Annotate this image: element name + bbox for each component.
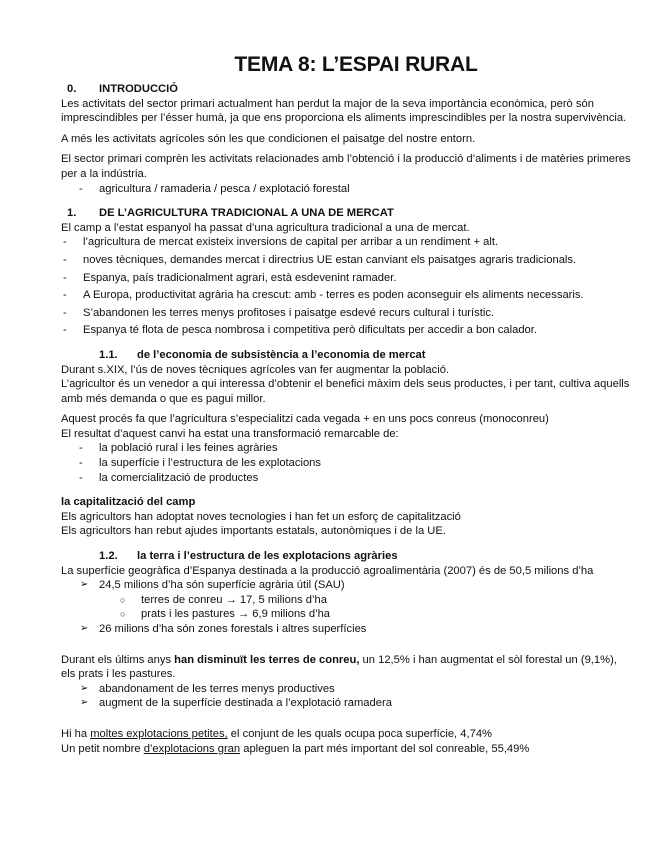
paragraph: La superfície geogràfica d’Espanya destinada a la producció agroalimentària (2007) és de 50,5 milions d’ha (61, 564, 594, 577)
text-run-bold: han disminuït les terres de conreu, (174, 653, 360, 666)
section-number: 0. (67, 83, 77, 95)
paragraph (61, 727, 631, 742)
list-item: - agricultura / ramaderia / pesca / explotació forestal (61, 182, 631, 197)
arrow-list (61, 578, 631, 636)
paragraph: L’agricultor és un venedor a qui interessa d’obtenir el benefici màxim dels seus productes, i per tant, cultiva aquells amb més demanda o que es pagui millor. (61, 378, 630, 405)
list-item: - la comercialització de productes (61, 471, 631, 486)
section-title: de l’economia de subsistència a l’economia de mercat (137, 348, 426, 361)
list-item: - Espanya, país tradicionalment agrari, està esdevenint ramader. (61, 271, 631, 286)
section-title: INTRODUCCIÓ (99, 83, 178, 95)
list-item: - l’agricultura de mercat existeix inversions de capital per arribar a un rendiment + alt. (61, 235, 631, 250)
list-item: - S’abandonen les terres menys profitoses i paisatge esdevé recurs cultural i turístic. (61, 306, 631, 321)
list-item (61, 696, 631, 711)
text-run-underlined: d’explotacions gran (143, 742, 241, 755)
list-item: - la població rural i les feines agràries (61, 441, 631, 456)
list-item (61, 607, 631, 622)
circle-bullet-icon: ○ (120, 594, 126, 605)
document-page (61, 52, 631, 756)
section-number: 1.2. (99, 550, 118, 563)
circle-list (61, 593, 631, 622)
list-item: - noves tècniques, demandes mercat i directrius UE estan canviant els paisatges agraris tradicionals. (61, 253, 631, 268)
section-title: la terra i l’estructura de les explotacions agràries (137, 550, 398, 563)
dash-list (61, 441, 631, 485)
list-item-text: prats i les pastures → 6,9 milions d’ha (141, 608, 331, 621)
arrow-bullet-icon: ➢ (80, 623, 89, 634)
text-run: Hi ha (61, 727, 91, 740)
section-1-1-heading (61, 348, 631, 363)
text-run: Durant els últims anys (61, 653, 175, 666)
paragraph: A més les activitats agrícoles són les que condicionen el paisatge del nostre entorn. (61, 132, 476, 145)
dash-list (61, 235, 631, 338)
section-number: 1. (67, 207, 77, 220)
list-item: - la superfície i l’estructura de les explotacions (61, 456, 631, 471)
text-run: Un petit nombre (61, 742, 144, 755)
subheading-capitalitzacio: la capitalització del camp (61, 496, 196, 509)
paragraph: Aquest procés fa que l’agricultura s’especialitzi cada vegada + en uns pocs conreus (monoconreu) (61, 413, 549, 426)
paragraph: Els agricultors han adoptat noves tecnologies i han fet un esforç de capitalització (61, 510, 461, 523)
dash-list (61, 182, 631, 197)
section-title: DE L’AGRICULTURA TRADICIONAL A UNA DE MERCAT (99, 207, 394, 220)
text-run-underlined: moltes explotacions petites, (90, 727, 228, 740)
section-number: 1.1. (99, 348, 118, 361)
list-item-text: abandonament de les terres menys productives (99, 682, 335, 695)
arrow-bullet-icon: ➢ (80, 682, 89, 694)
text-run: apleguen la part més important del sol conreable, 55,49% (240, 742, 530, 755)
list-item (61, 682, 631, 697)
page-title: TEMA 8: L’ESPAI RURAL (234, 53, 478, 76)
circle-bullet-icon: ○ (120, 609, 126, 620)
arrow-bullet-icon: ➢ (80, 579, 89, 591)
list-item: - A Europa, productivitat agrària ha crescut: amb - terres es poden aconseguir els aliments necessaris. (61, 288, 631, 303)
text-run: el conjunt de les quals ocupa poca superfície, 4,74% (227, 727, 492, 740)
section-1-heading (61, 206, 631, 221)
list-item-text: 26 milions d’ha són zones forestals i altres superfícies (99, 623, 367, 635)
section-1-2-heading (61, 549, 631, 564)
text-run: un 12,5% i han augmentat el sòl forestal un (9,1%), els prats i les pastures. (61, 653, 617, 681)
paragraph: El camp a l’estat espanyol ha passat d’una agricultura tradicional a una de mercat. (61, 221, 470, 234)
arrow-bullet-icon: ➢ (80, 697, 89, 709)
paragraph: Els agricultors han rebut ajudes importants estatals, autonòmiques i de la UE. (61, 525, 446, 538)
paragraph: El resultat d’aquest canvi ha estat una transformació remarcable de: (61, 427, 399, 440)
list-item (61, 593, 631, 608)
list-item-text: augment de la superfície destinada a l’explotació ramadera (99, 697, 392, 710)
paragraph: Durant s.XIX, l’ús de noves tècniques agrícoles van fer augmentar la població. (61, 363, 450, 376)
paragraph: Les activitats del sector primari actualment han perdut la major de la seva importància econòmica, però són imprescindibles per l’ésser humà, ja que ens proporciona els aliments imprescindibles per la nostra supervivència. (61, 97, 627, 125)
section-0-heading (61, 82, 631, 97)
arrow-list (61, 682, 631, 711)
paragraph (61, 653, 631, 682)
list-item-text: terres de conreu → 17, 5 milions d’ha (141, 593, 327, 606)
list-item (61, 578, 631, 622)
list-item (61, 622, 631, 637)
list-item-text: 24,5 milions d’ha són superfície agrària útil (SAU) (99, 579, 345, 592)
list-item: - Espanya té flota de pesca nombrosa i competitiva però dificultats per accedir a bon calador. (61, 323, 631, 338)
paragraph (61, 742, 631, 757)
paragraph: El sector primari comprèn les activitats relacionades amb l’obtenció i la producció d’aliments i de matèries primeres per a la indústria. (61, 153, 631, 180)
